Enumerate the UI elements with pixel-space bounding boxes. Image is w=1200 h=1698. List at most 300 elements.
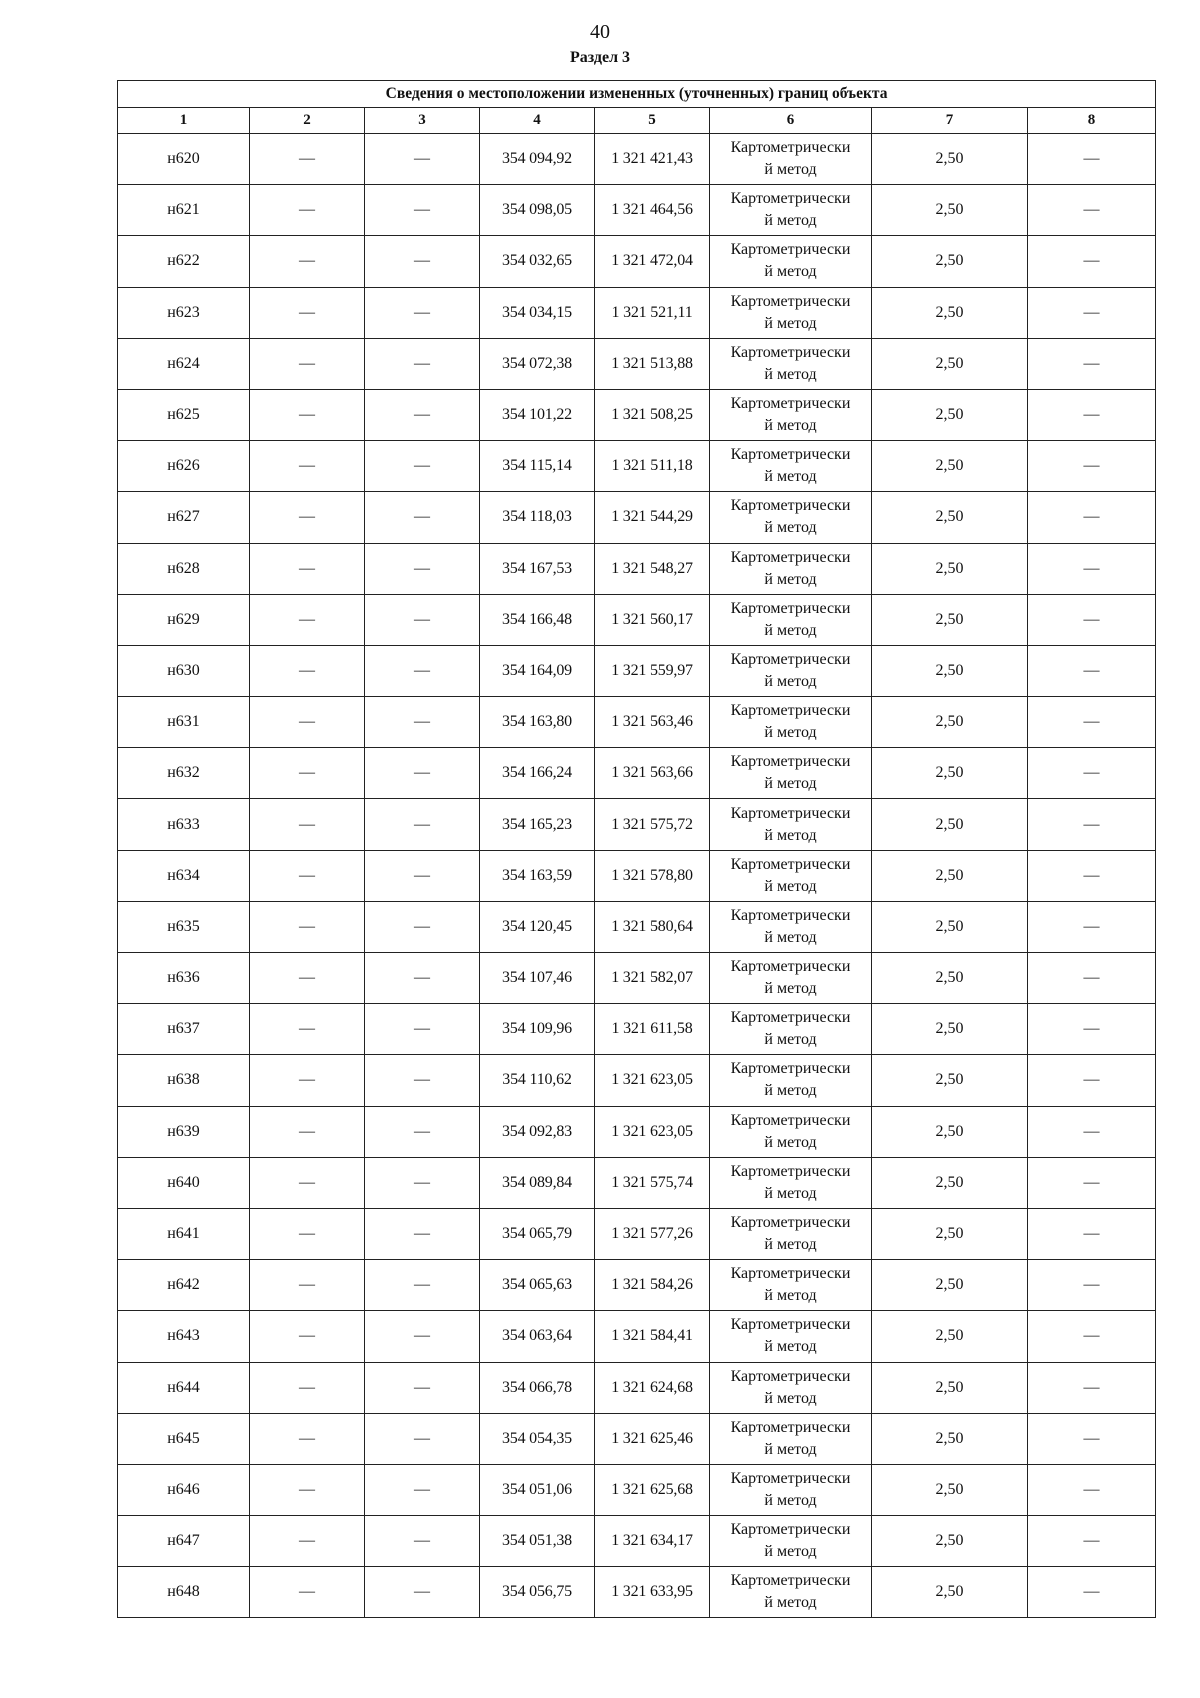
method-line-1: Картометрически (730, 702, 851, 720)
column-8-cell: — (1028, 389, 1156, 440)
method-cell (710, 1516, 872, 1567)
accuracy-cell: 2,50 (872, 901, 1028, 952)
point-name-cell: н643 (118, 1311, 250, 1362)
table-caption-row (118, 81, 1156, 108)
point-name-cell: н647 (118, 1516, 250, 1567)
method-cell (710, 492, 872, 543)
column-2-cell: — (250, 492, 365, 543)
point-name-cell: н626 (118, 441, 250, 492)
method-line-1: Картометрически (730, 1060, 851, 1078)
method-line-1: Картометрически (730, 1009, 851, 1027)
y-coordinate-cell: 1 321 508,25 (595, 389, 710, 440)
point-name-cell: н621 (118, 185, 250, 236)
method-cell (710, 1311, 872, 1362)
method-line-2: й метод (764, 1031, 817, 1049)
table-row (118, 1208, 1156, 1259)
column-3-cell: — (365, 1157, 480, 1208)
column-2-cell: — (250, 645, 365, 696)
y-coordinate-cell: 1 321 580,64 (595, 901, 710, 952)
method-line-2: й метод (764, 1082, 817, 1100)
column-8-cell: — (1028, 953, 1156, 1004)
column-2-cell: — (250, 236, 365, 287)
column-8-cell: — (1028, 1260, 1156, 1311)
accuracy-cell: 2,50 (872, 1106, 1028, 1157)
y-coordinate-cell: 1 321 584,26 (595, 1260, 710, 1311)
method-cell (710, 594, 872, 645)
y-coordinate-cell: 1 321 633,95 (595, 1567, 710, 1618)
column-8-cell: — (1028, 1106, 1156, 1157)
y-coordinate-cell: 1 321 521,11 (595, 287, 710, 338)
column-2-cell: — (250, 1208, 365, 1259)
accuracy-cell: 2,50 (872, 338, 1028, 389)
y-coordinate-cell: 1 321 623,05 (595, 1055, 710, 1106)
accuracy-cell: 2,50 (872, 1208, 1028, 1259)
point-name-cell: н636 (118, 953, 250, 1004)
accuracy-cell: 2,50 (872, 850, 1028, 901)
column-number: 3 (365, 108, 480, 134)
table-row (118, 953, 1156, 1004)
y-coordinate-cell: 1 321 548,27 (595, 543, 710, 594)
accuracy-cell: 2,50 (872, 1004, 1028, 1055)
method-cell (710, 1055, 872, 1106)
column-3-cell: — (365, 594, 480, 645)
table-row (118, 594, 1156, 645)
method-line-2: й метод (764, 161, 817, 179)
column-number: 5 (595, 108, 710, 134)
method-line-2: й метод (764, 417, 817, 435)
column-2-cell: — (250, 441, 365, 492)
column-3-cell: — (365, 1413, 480, 1464)
table-body (118, 134, 1156, 1618)
point-name-cell: н627 (118, 492, 250, 543)
method-line-2: й метод (764, 775, 817, 793)
x-coordinate-cell: 354 163,80 (480, 697, 595, 748)
accuracy-cell: 2,50 (872, 389, 1028, 440)
method-line-2: й метод (764, 1543, 817, 1561)
column-2-cell: — (250, 850, 365, 901)
point-name-cell: н635 (118, 901, 250, 952)
x-coordinate-cell: 354 056,75 (480, 1567, 595, 1618)
table-row (118, 850, 1156, 901)
accuracy-cell: 2,50 (872, 1311, 1028, 1362)
x-coordinate-cell: 354 120,45 (480, 901, 595, 952)
accuracy-cell: 2,50 (872, 1055, 1028, 1106)
accuracy-cell: 2,50 (872, 1464, 1028, 1515)
column-8-cell: — (1028, 1004, 1156, 1055)
point-name-cell: н623 (118, 287, 250, 338)
column-8-cell: — (1028, 1157, 1156, 1208)
column-8-cell: — (1028, 543, 1156, 594)
method-line-2: й метод (764, 263, 817, 281)
accuracy-cell: 2,50 (872, 492, 1028, 543)
column-8-cell: — (1028, 1516, 1156, 1567)
point-name-cell: н629 (118, 594, 250, 645)
point-name-cell: н628 (118, 543, 250, 594)
accuracy-cell: 2,50 (872, 287, 1028, 338)
method-line-1: Картометрически (730, 241, 851, 259)
y-coordinate-cell: 1 321 623,05 (595, 1106, 710, 1157)
column-2-cell: — (250, 1311, 365, 1362)
y-coordinate-cell: 1 321 634,17 (595, 1516, 710, 1567)
column-8-cell: — (1028, 441, 1156, 492)
column-2-cell: — (250, 287, 365, 338)
x-coordinate-cell: 354 051,06 (480, 1464, 595, 1515)
method-line-1: Картометрически (730, 395, 851, 413)
method-line-1: Картометрически (730, 1469, 851, 1487)
x-coordinate-cell: 354 110,62 (480, 1055, 595, 1106)
table-row (118, 441, 1156, 492)
table-row (118, 901, 1156, 952)
method-cell (710, 287, 872, 338)
method-cell (710, 389, 872, 440)
x-coordinate-cell: 354 066,78 (480, 1362, 595, 1413)
y-coordinate-cell: 1 321 582,07 (595, 953, 710, 1004)
point-name-cell: н645 (118, 1413, 250, 1464)
method-line-1: Картометрически (730, 292, 851, 310)
method-cell (710, 1464, 872, 1515)
table-row (118, 1157, 1156, 1208)
method-line-1: Картометрически (730, 906, 851, 924)
x-coordinate-cell: 354 101,22 (480, 389, 595, 440)
column-3-cell: — (365, 1567, 480, 1618)
point-name-cell: н641 (118, 1208, 250, 1259)
method-cell (710, 1362, 872, 1413)
method-line-1: Картометрически (730, 804, 851, 822)
method-line-1: Картометрически (730, 446, 851, 464)
y-coordinate-cell: 1 321 511,18 (595, 441, 710, 492)
method-line-2: й метод (764, 1440, 817, 1458)
column-2-cell: — (250, 953, 365, 1004)
column-3-cell: — (365, 236, 480, 287)
column-2-cell: — (250, 1413, 365, 1464)
column-2-cell: — (250, 1464, 365, 1515)
column-8-cell: — (1028, 1464, 1156, 1515)
y-coordinate-cell: 1 321 563,66 (595, 748, 710, 799)
column-3-cell: — (365, 953, 480, 1004)
column-8-cell: — (1028, 850, 1156, 901)
method-cell (710, 1413, 872, 1464)
y-coordinate-cell: 1 321 611,58 (595, 1004, 710, 1055)
column-number: 8 (1028, 108, 1156, 134)
method-cell (710, 645, 872, 696)
column-3-cell: — (365, 287, 480, 338)
x-coordinate-cell: 354 034,15 (480, 287, 595, 338)
point-name-cell: н640 (118, 1157, 250, 1208)
column-3-cell: — (365, 543, 480, 594)
column-2-cell: — (250, 748, 365, 799)
method-line-2: й метод (764, 672, 817, 690)
x-coordinate-cell: 354 065,79 (480, 1208, 595, 1259)
column-2-cell: — (250, 901, 365, 952)
accuracy-cell: 2,50 (872, 543, 1028, 594)
method-cell (710, 1004, 872, 1055)
accuracy-cell: 2,50 (872, 594, 1028, 645)
x-coordinate-cell: 354 107,46 (480, 953, 595, 1004)
section-title: Раздел 3 (569, 49, 631, 66)
column-number: 4 (480, 108, 595, 134)
method-line-1: Картометрически (730, 1316, 851, 1334)
column-2-cell: — (250, 134, 365, 185)
column-2-cell: — (250, 389, 365, 440)
method-line-1: Картометрически (730, 1572, 851, 1590)
method-line-1: Картометрически (730, 1111, 851, 1129)
accuracy-cell: 2,50 (872, 236, 1028, 287)
column-2-cell: — (250, 1567, 365, 1618)
column-3-cell: — (365, 185, 480, 236)
x-coordinate-cell: 354 166,48 (480, 594, 595, 645)
x-coordinate-cell: 354 115,14 (480, 441, 595, 492)
x-coordinate-cell: 354 032,65 (480, 236, 595, 287)
method-line-1: Картометрически (730, 1418, 851, 1436)
column-2-cell: — (250, 1260, 365, 1311)
method-line-2: й метод (764, 519, 817, 537)
column-2-cell: — (250, 1362, 365, 1413)
column-3-cell: — (365, 850, 480, 901)
table-row (118, 1260, 1156, 1311)
column-3-cell: — (365, 1464, 480, 1515)
table-row (118, 1413, 1156, 1464)
column-3-cell: — (365, 1004, 480, 1055)
point-name-cell: н637 (118, 1004, 250, 1055)
accuracy-cell: 2,50 (872, 1516, 1028, 1567)
boundary-coordinates-table (117, 80, 1156, 1618)
method-line-2: й метод (764, 826, 817, 844)
x-coordinate-cell: 354 054,35 (480, 1413, 595, 1464)
column-2-cell: — (250, 1157, 365, 1208)
table-row (118, 543, 1156, 594)
column-number: 6 (710, 108, 872, 134)
method-line-1: Картометрически (730, 855, 851, 873)
accuracy-cell: 2,50 (872, 185, 1028, 236)
x-coordinate-cell: 354 094,92 (480, 134, 595, 185)
y-coordinate-cell: 1 321 464,56 (595, 185, 710, 236)
table-row (118, 185, 1156, 236)
table-row (118, 1362, 1156, 1413)
method-line-1: Картометрически (730, 1162, 851, 1180)
method-cell (710, 1208, 872, 1259)
column-8-cell: — (1028, 185, 1156, 236)
point-name-cell: н638 (118, 1055, 250, 1106)
method-line-2: й метод (764, 1133, 817, 1151)
column-2-cell: — (250, 594, 365, 645)
table-row (118, 1516, 1156, 1567)
method-line-1: Картометрически (730, 1265, 851, 1283)
method-cell (710, 1157, 872, 1208)
method-line-2: й метод (764, 724, 817, 742)
y-coordinate-cell: 1 321 472,04 (595, 236, 710, 287)
method-cell (710, 1260, 872, 1311)
accuracy-cell: 2,50 (872, 697, 1028, 748)
table-row (118, 134, 1156, 185)
y-coordinate-cell: 1 321 625,46 (595, 1413, 710, 1464)
point-name-cell: н625 (118, 389, 250, 440)
column-8-cell: — (1028, 236, 1156, 287)
column-2-cell: — (250, 1004, 365, 1055)
x-coordinate-cell: 354 092,83 (480, 1106, 595, 1157)
method-cell (710, 441, 872, 492)
method-line-1: Картометрически (730, 650, 851, 668)
column-3-cell: — (365, 1311, 480, 1362)
x-coordinate-cell: 354 166,24 (480, 748, 595, 799)
y-coordinate-cell: 1 321 575,72 (595, 799, 710, 850)
column-2-cell: — (250, 543, 365, 594)
column-number: 2 (250, 108, 365, 134)
x-coordinate-cell: 354 089,84 (480, 1157, 595, 1208)
method-line-2: й метод (764, 980, 817, 998)
table-row (118, 645, 1156, 696)
column-3-cell: — (365, 1055, 480, 1106)
method-cell (710, 543, 872, 594)
y-coordinate-cell: 1 321 560,17 (595, 594, 710, 645)
column-2-cell: — (250, 338, 365, 389)
y-coordinate-cell: 1 321 584,41 (595, 1311, 710, 1362)
method-line-2: й метод (764, 877, 817, 895)
x-coordinate-cell: 354 098,05 (480, 185, 595, 236)
accuracy-cell: 2,50 (872, 134, 1028, 185)
y-coordinate-cell: 1 321 575,74 (595, 1157, 710, 1208)
y-coordinate-cell: 1 321 577,26 (595, 1208, 710, 1259)
column-3-cell: — (365, 1362, 480, 1413)
method-cell (710, 236, 872, 287)
table-row (118, 1055, 1156, 1106)
x-coordinate-cell: 354 065,63 (480, 1260, 595, 1311)
column-3-cell: — (365, 799, 480, 850)
point-name-cell: н634 (118, 850, 250, 901)
column-2-cell: — (250, 697, 365, 748)
method-line-1: Картометрически (730, 1214, 851, 1232)
method-line-1: Картометрически (730, 958, 851, 976)
accuracy-cell: 2,50 (872, 1362, 1028, 1413)
table-row (118, 1567, 1156, 1618)
method-cell (710, 697, 872, 748)
table-caption: Сведения о местоположении измененных (уточненных) границ объекта (118, 81, 1156, 108)
method-cell (710, 1106, 872, 1157)
method-line-1: Картометрически (730, 497, 851, 515)
point-name-cell: н631 (118, 697, 250, 748)
method-line-2: й метод (764, 621, 817, 639)
x-coordinate-cell: 354 118,03 (480, 492, 595, 543)
x-coordinate-cell: 354 167,53 (480, 543, 595, 594)
accuracy-cell: 2,50 (872, 953, 1028, 1004)
y-coordinate-cell: 1 321 513,88 (595, 338, 710, 389)
point-name-cell: н620 (118, 134, 250, 185)
column-3-cell: — (365, 901, 480, 952)
accuracy-cell: 2,50 (872, 441, 1028, 492)
column-8-cell: — (1028, 134, 1156, 185)
column-2-cell: — (250, 185, 365, 236)
x-coordinate-cell: 354 164,09 (480, 645, 595, 696)
column-8-cell: — (1028, 594, 1156, 645)
column-8-cell: — (1028, 1413, 1156, 1464)
table-row (118, 236, 1156, 287)
point-name-cell: н622 (118, 236, 250, 287)
accuracy-cell: 2,50 (872, 748, 1028, 799)
column-2-cell: — (250, 799, 365, 850)
point-name-cell: н639 (118, 1106, 250, 1157)
column-8-cell: — (1028, 492, 1156, 543)
y-coordinate-cell: 1 321 624,68 (595, 1362, 710, 1413)
method-line-2: й метод (764, 1389, 817, 1407)
accuracy-cell: 2,50 (872, 1567, 1028, 1618)
method-cell (710, 185, 872, 236)
column-3-cell: — (365, 1260, 480, 1311)
column-3-cell: — (365, 389, 480, 440)
column-3-cell: — (365, 134, 480, 185)
x-coordinate-cell: 354 051,38 (480, 1516, 595, 1567)
column-number: 1 (118, 108, 250, 134)
method-line-1: Картометрически (730, 190, 851, 208)
column-2-cell: — (250, 1516, 365, 1567)
table-row (118, 697, 1156, 748)
method-cell (710, 1567, 872, 1618)
column-2-cell: — (250, 1055, 365, 1106)
column-3-cell: — (365, 1516, 480, 1567)
method-line-2: й метод (764, 1491, 817, 1509)
point-name-cell: н633 (118, 799, 250, 850)
column-8-cell: — (1028, 697, 1156, 748)
method-line-2: й метод (764, 1287, 817, 1305)
point-name-cell: н648 (118, 1567, 250, 1618)
column-3-cell: — (365, 697, 480, 748)
method-line-2: й метод (764, 1594, 817, 1612)
table-row (118, 748, 1156, 799)
method-line-2: й метод (764, 1236, 817, 1254)
x-coordinate-cell: 354 072,38 (480, 338, 595, 389)
point-name-cell: н644 (118, 1362, 250, 1413)
column-8-cell: — (1028, 645, 1156, 696)
method-line-2: й метод (764, 1338, 817, 1356)
method-cell (710, 850, 872, 901)
point-name-cell: н624 (118, 338, 250, 389)
x-coordinate-cell: 354 063,64 (480, 1311, 595, 1362)
column-3-cell: — (365, 441, 480, 492)
column-number-row (118, 108, 1156, 134)
column-8-cell: — (1028, 748, 1156, 799)
method-line-2: й метод (764, 212, 817, 230)
y-coordinate-cell: 1 321 421,43 (595, 134, 710, 185)
method-line-1: Картометрически (730, 753, 851, 771)
method-line-1: Картометрически (730, 599, 851, 617)
column-3-cell: — (365, 492, 480, 543)
accuracy-cell: 2,50 (872, 1157, 1028, 1208)
x-coordinate-cell: 354 165,23 (480, 799, 595, 850)
method-line-2: й метод (764, 468, 817, 486)
point-name-cell: н632 (118, 748, 250, 799)
column-8-cell: — (1028, 338, 1156, 389)
page-number: 40 (590, 21, 610, 43)
table-row (118, 287, 1156, 338)
table-row (118, 338, 1156, 389)
column-8-cell: — (1028, 1362, 1156, 1413)
y-coordinate-cell: 1 321 625,68 (595, 1464, 710, 1515)
method-line-1: Картометрически (730, 343, 851, 361)
method-line-1: Картометрически (730, 1521, 851, 1539)
y-coordinate-cell: 1 321 578,80 (595, 850, 710, 901)
column-2-cell: — (250, 1106, 365, 1157)
column-8-cell: — (1028, 901, 1156, 952)
table-row (118, 1106, 1156, 1157)
y-coordinate-cell: 1 321 544,29 (595, 492, 710, 543)
method-line-2: й метод (764, 570, 817, 588)
accuracy-cell: 2,50 (872, 799, 1028, 850)
column-3-cell: — (365, 645, 480, 696)
method-cell (710, 799, 872, 850)
column-3-cell: — (365, 338, 480, 389)
method-cell (710, 134, 872, 185)
column-3-cell: — (365, 1106, 480, 1157)
point-name-cell: н630 (118, 645, 250, 696)
column-8-cell: — (1028, 1208, 1156, 1259)
